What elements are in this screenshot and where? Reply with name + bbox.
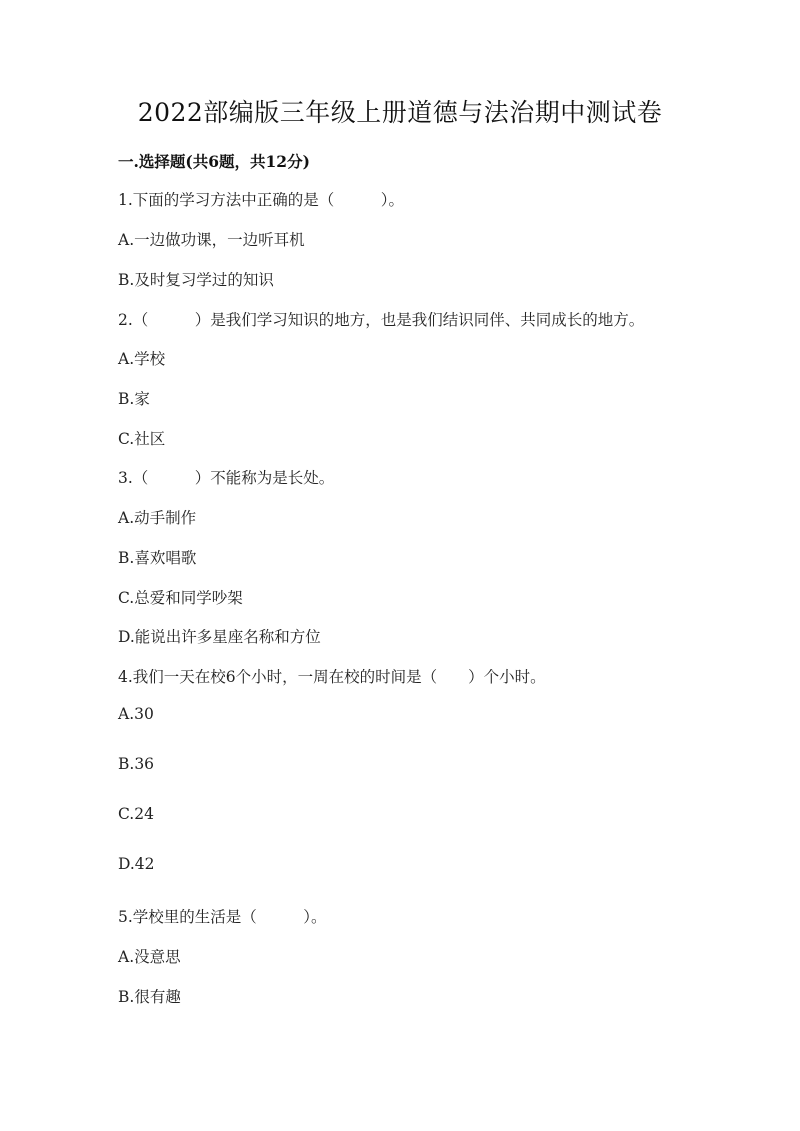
question-3-stem: 3.（ ）不能称为是长处。 (118, 469, 335, 487)
question-2-stem: 2.（ ）是我们学习知识的地方，也是我们结识同伴、共同成长的地方。 (118, 311, 645, 329)
question-2-option-b: B.家 (118, 390, 150, 408)
question-5-stem: 5.学校里的生活是（ ）。 (118, 908, 327, 926)
question-4-stem: 4.我们一天在校6个小时，一周在校的时间是（ ）个小时。 (118, 668, 546, 686)
question-5-option-a: A.没意思 (118, 948, 181, 966)
question-4-option-a: A.30 (118, 705, 154, 723)
question-4-option-d: D.42 (118, 855, 155, 873)
question-3-option-a: A.动手制作 (118, 509, 197, 527)
question-3-option-b: B.喜欢唱歌 (118, 549, 197, 567)
question-2-option-c: C.社区 (118, 430, 166, 448)
section-heading: 一.选择题(共6题，共12分) (118, 152, 310, 171)
question-3-option-c: C.总爱和同学吵架 (118, 589, 243, 607)
question-1-option-a: A.一边做功课，一边听耳机 (118, 231, 305, 249)
question-4-option-c: C.24 (118, 805, 154, 823)
question-3-option-d: D.能说出许多星座名称和方位 (118, 628, 321, 646)
question-1-stem: 1.下面的学习方法中正确的是（ ）。 (118, 191, 405, 209)
page-title: 2022部编版三年级上册道德与法治期中测试卷 (137, 98, 663, 127)
question-4-option-b: B.36 (118, 755, 155, 773)
question-5-option-b: B.很有趣 (118, 988, 181, 1006)
question-1-option-b: B.及时复习学过的知识 (118, 271, 274, 289)
question-2-option-a: A.学校 (118, 350, 166, 368)
